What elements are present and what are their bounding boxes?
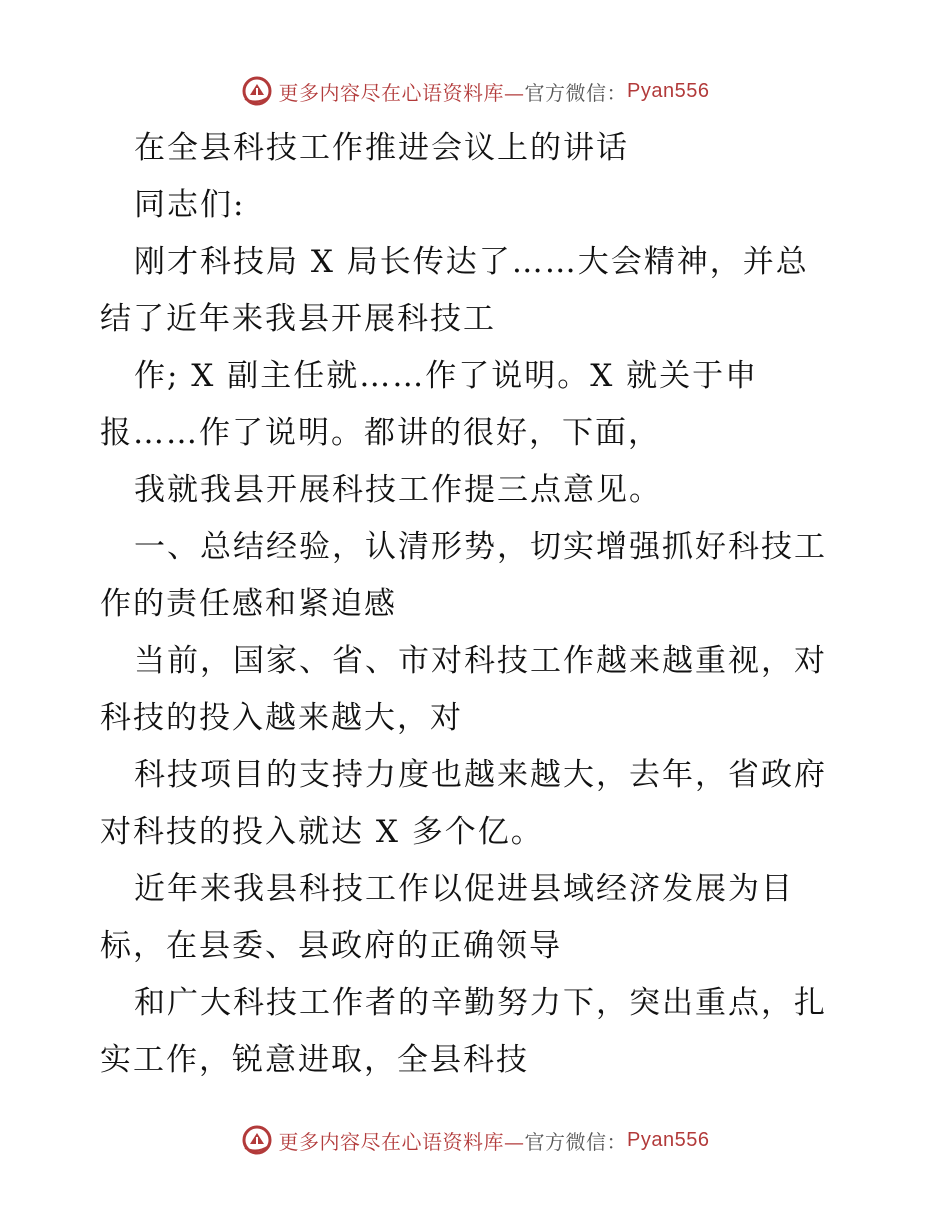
paragraph-line: 报……作了说明。都讲的很好，下面， <box>100 415 661 451</box>
paragraph-line: 当前，国家、省、市对科技工作越来越重视，对 <box>134 643 827 679</box>
banner-text: 更多内容尽在心语资料库— <box>278 80 525 105</box>
banner-wechat-label: 官方微信： <box>524 1129 628 1154</box>
paragraph-line: 标，在县委、县政府的正确领导 <box>100 928 562 964</box>
document-body <box>100 126 890 1095</box>
paragraph-line: 我就我县开展科技工作提三点意见。 <box>134 472 662 508</box>
paragraph-line: 科技项目的支持力度也越来越大，去年，省政府 <box>134 757 827 793</box>
paragraph-line: 作; X 副主任就……作了说明。X 就关于申 <box>134 358 759 394</box>
library-logo-icon <box>241 75 273 107</box>
paragraph-line: 科技的投入越来越大，对 <box>100 700 463 736</box>
section-heading: 一、总结经验，认清形势，切实增强抓好科技工 <box>134 529 827 565</box>
library-logo-icon <box>241 1124 273 1156</box>
paragraph-line: 结了近年来我县开展科技工 <box>100 301 496 337</box>
paragraph-line: 近年来我县科技工作以促进县域经济发展为目 <box>134 871 794 907</box>
paragraph-line: 实工作，锐意进取，全县科技 <box>100 1042 529 1078</box>
paragraph-line: 对科技的投入就达 X 多个亿。 <box>100 814 544 850</box>
paragraph-line: 和广大科技工作者的辛勤努力下，突出重点，扎 <box>134 985 827 1021</box>
footer-watermark-banner <box>0 1120 950 1160</box>
header-watermark-banner <box>0 71 950 111</box>
banner-account: Pyan556 <box>627 79 710 102</box>
section-heading-continued: 作的责任感和紧迫感 <box>100 586 397 622</box>
paragraph-line: 刚才科技局 X 局长传达了……大会精神，并总 <box>134 244 809 280</box>
banner-account: Pyan556 <box>627 1128 710 1151</box>
banner-text: 更多内容尽在心语资料库— <box>278 1129 525 1154</box>
banner-wechat-label: 官方微信： <box>524 80 628 105</box>
document-title: 在全县科技工作推进会议上的讲话 <box>134 130 629 166</box>
salutation: 同志们: <box>134 187 246 223</box>
